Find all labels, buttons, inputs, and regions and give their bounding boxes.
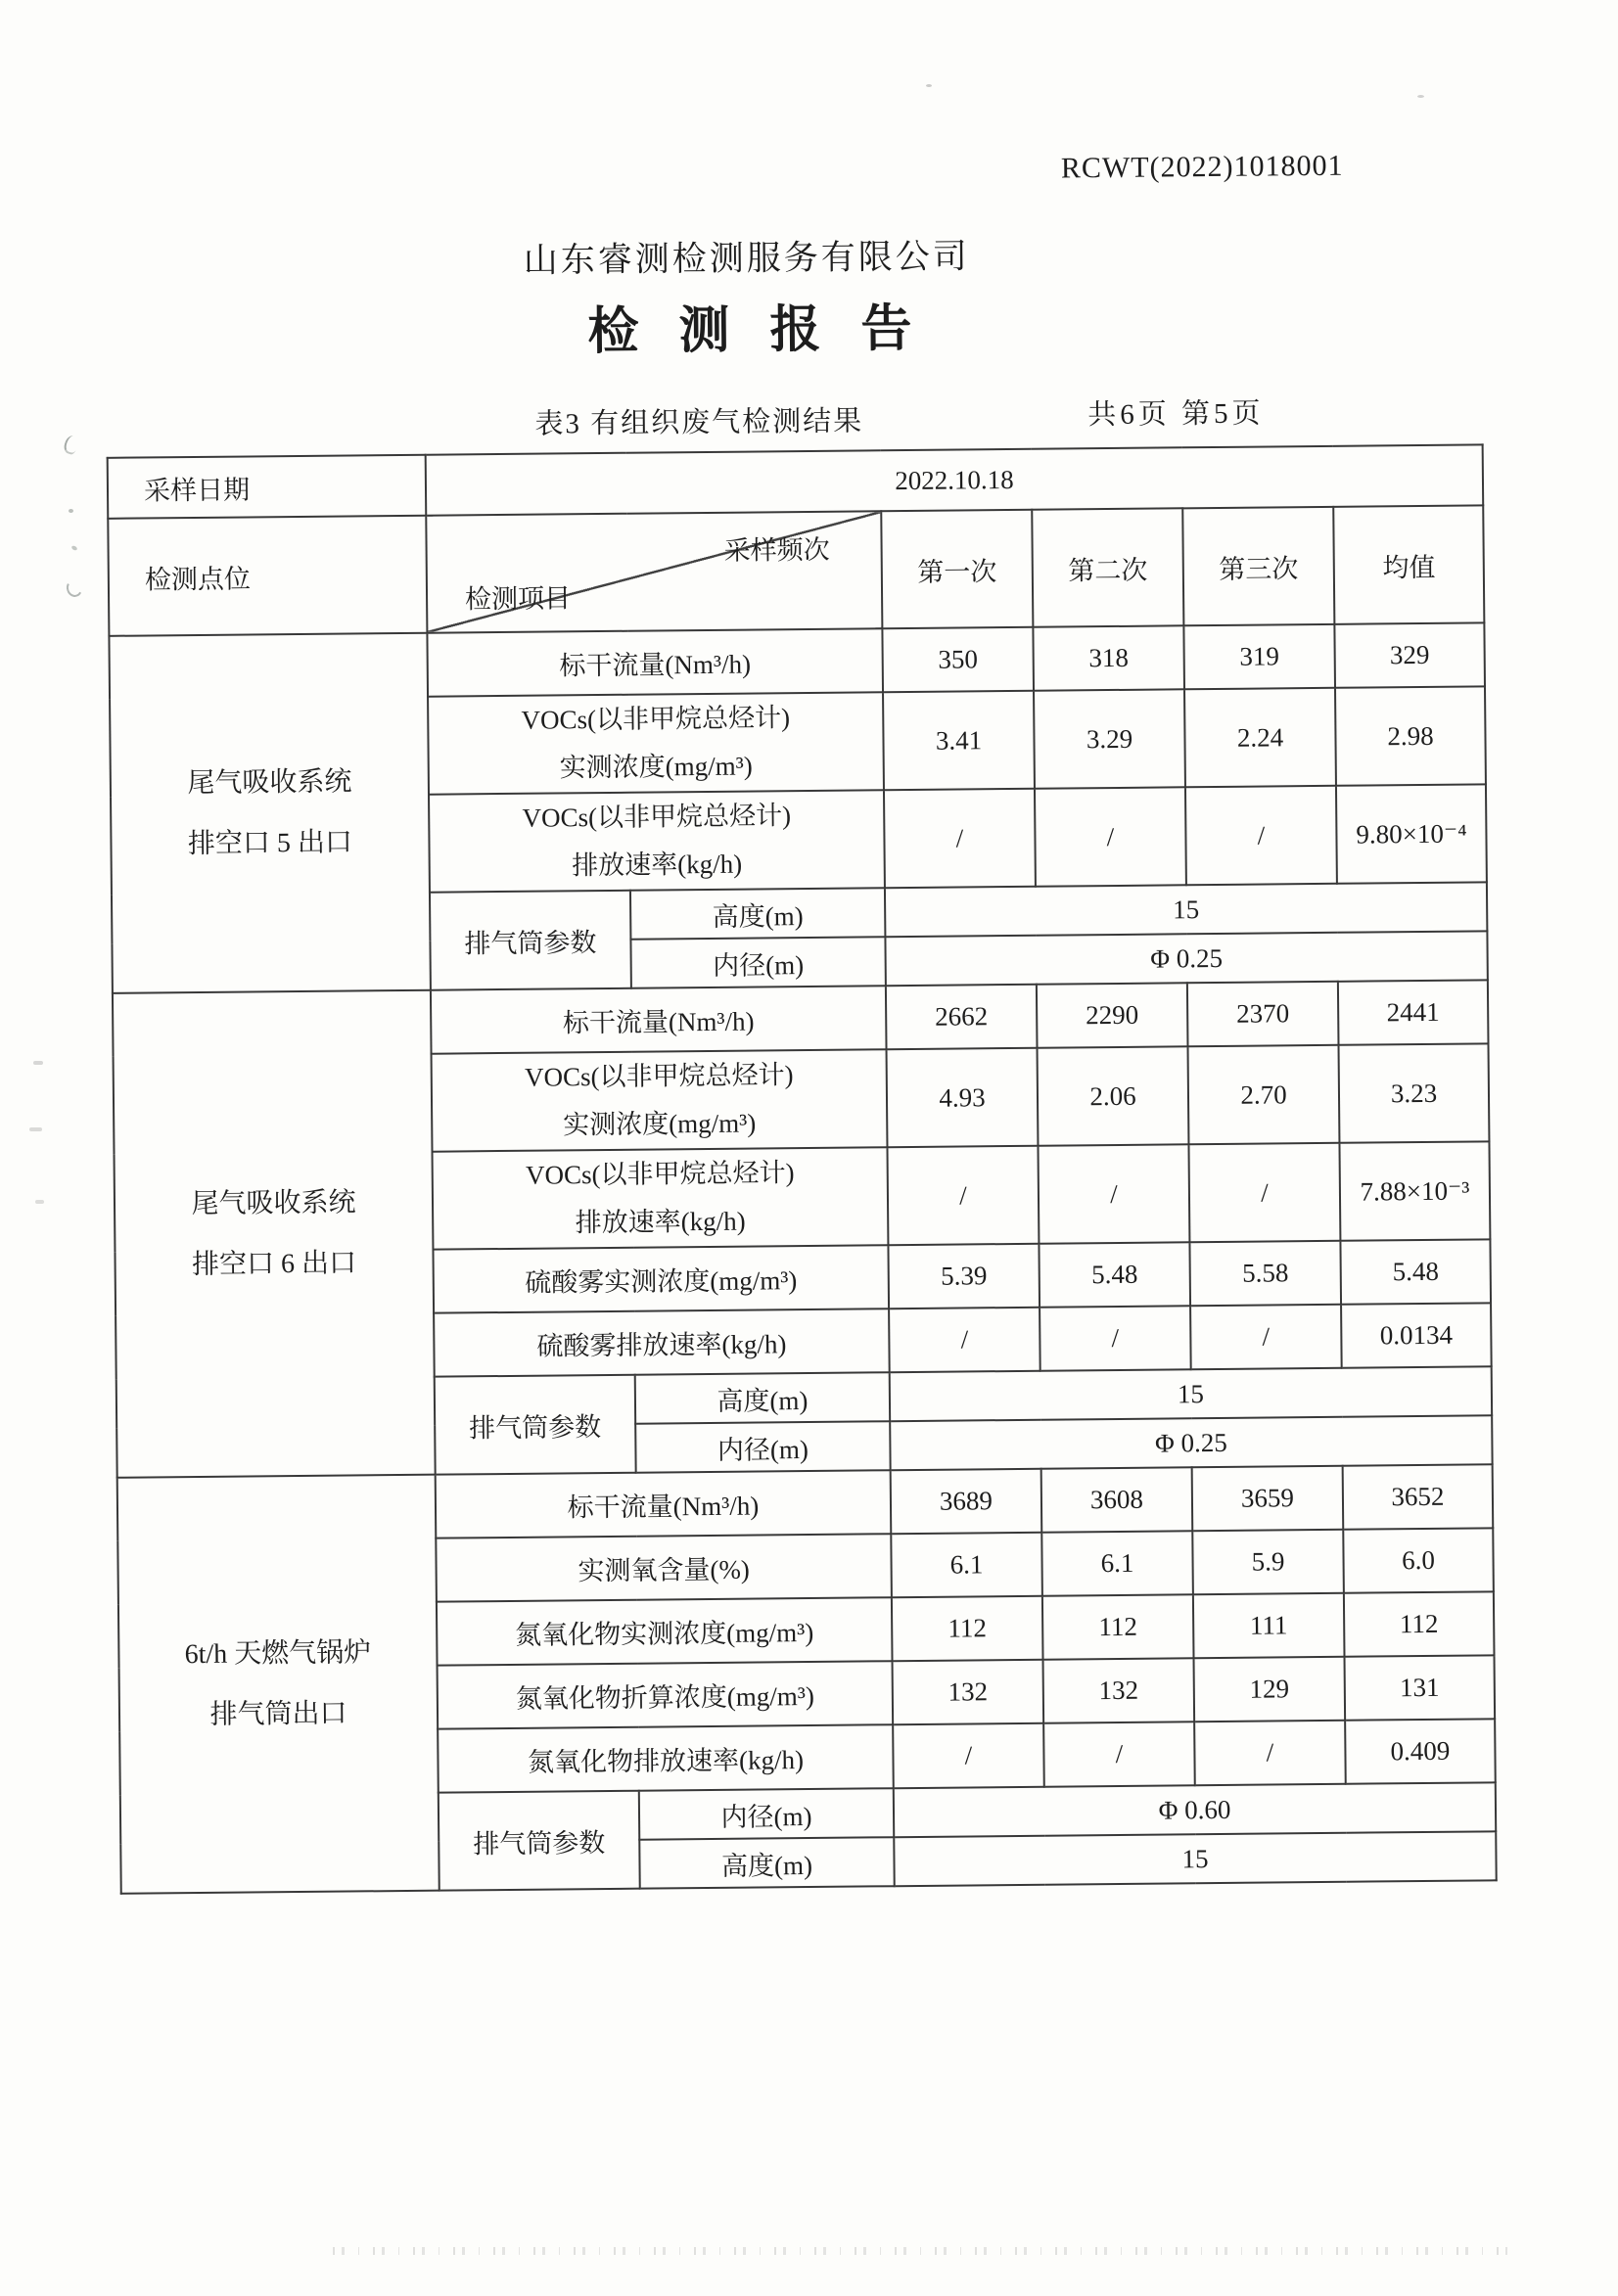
- value-cell: 7.88×10⁻³: [1339, 1141, 1490, 1240]
- value-cell: 2.24: [1184, 688, 1336, 787]
- value-cell: 6.1: [1041, 1531, 1193, 1595]
- value-cell: 132: [1043, 1658, 1195, 1722]
- value-cell: 3652: [1343, 1464, 1494, 1529]
- item-label-cell: 硫酸雾实测浓度(mg/m³): [433, 1245, 889, 1312]
- value-cell: /: [1194, 1721, 1346, 1785]
- value-cell: 2441: [1338, 980, 1489, 1044]
- value-cell: /: [1043, 1722, 1195, 1786]
- value-cell: 6.1: [891, 1533, 1042, 1597]
- value-cell: /: [884, 789, 1036, 888]
- param-value-cell: 15: [885, 882, 1488, 937]
- value-cell: 111: [1193, 1593, 1345, 1658]
- value-cell: /: [1038, 1144, 1189, 1243]
- value-cell: 318: [1033, 625, 1184, 690]
- param-value-cell: Φ 0.60: [894, 1782, 1497, 1837]
- value-cell: 132: [893, 1660, 1044, 1724]
- value-cell: 129: [1194, 1657, 1346, 1722]
- item-label-cell: 标干流量(Nm³/h): [427, 628, 883, 696]
- value-cell: 112: [1344, 1591, 1495, 1656]
- item-label-cell: 氮氧化物排放速率(kg/h): [438, 1724, 894, 1792]
- value-cell: 5.39: [888, 1244, 1040, 1309]
- param-value-cell: Φ 0.25: [890, 1415, 1493, 1470]
- value-cell: 6.0: [1343, 1528, 1494, 1592]
- value-cell: 112: [892, 1596, 1043, 1661]
- sampling-date-value-cell: 2022.10.18: [426, 444, 1484, 515]
- column-header-third: 第三次: [1182, 507, 1334, 625]
- value-cell: 131: [1345, 1655, 1496, 1720]
- table-caption: 表3 有组织废气检测结果: [534, 405, 864, 440]
- value-cell: /: [889, 1308, 1040, 1372]
- column-header-first: 第一次: [881, 510, 1033, 628]
- value-cell: 0.409: [1345, 1719, 1496, 1783]
- value-cell: /: [1040, 1306, 1191, 1370]
- param-value-cell: 15: [894, 1831, 1497, 1886]
- value-cell: 2.98: [1335, 686, 1486, 785]
- value-cell: 329: [1334, 622, 1485, 687]
- param-name-cell: 内径(m): [630, 937, 885, 987]
- item-label-cell: VOCs(以非甲烷总烃计) 实测浓度(mg/m³): [432, 1049, 888, 1151]
- value-cell: /: [893, 1723, 1044, 1788]
- point-label-cell: 检测点位: [108, 516, 427, 636]
- value-cell: 112: [1042, 1594, 1194, 1659]
- item-label-cell: VOCs(以非甲烷总烃计) 排放速率(kg/h): [429, 790, 885, 892]
- value-cell: 2290: [1037, 983, 1188, 1047]
- section-point-cell: 尾气吸收系统 排空口 6 出口: [113, 990, 436, 1478]
- section-point-cell: 尾气吸收系统 排空口 5 出口: [109, 633, 430, 993]
- sampling-date-label-cell: 采样日期: [108, 455, 427, 519]
- item-label-cell: 氮氧化物实测浓度(mg/m³): [437, 1597, 893, 1665]
- param-name-cell: 内径(m): [635, 1421, 890, 1472]
- value-cell: 319: [1183, 624, 1335, 689]
- value-cell: 350: [882, 627, 1034, 692]
- value-cell: /: [1190, 1305, 1342, 1369]
- report-title: 检 测 报 告: [587, 300, 926, 361]
- param-name-cell: 高度(m): [635, 1372, 890, 1423]
- param-name-cell: 高度(m): [639, 1837, 894, 1888]
- item-label-cell: VOCs(以非甲烷总烃计) 排放速率(kg/h): [433, 1147, 889, 1249]
- value-cell: 3.23: [1339, 1043, 1490, 1142]
- item-label-cell: 标干流量(Nm³/h): [436, 1470, 892, 1538]
- param-value-cell: 15: [890, 1366, 1493, 1421]
- stack-params-label-cell: 排气筒参数: [439, 1791, 640, 1891]
- value-cell: 3.29: [1034, 689, 1185, 788]
- value-cell: 5.48: [1340, 1239, 1491, 1304]
- column-header-average: 均值: [1333, 505, 1484, 623]
- company-name: 山东睿测检测服务有限公司: [523, 237, 970, 280]
- results-table: [107, 443, 1498, 1894]
- value-cell: /: [1185, 786, 1337, 885]
- value-cell: /: [887, 1146, 1039, 1245]
- value-cell: 2370: [1187, 982, 1339, 1046]
- value-cell: 2.70: [1188, 1045, 1340, 1144]
- item-label-cell: 硫酸雾排放速率(kg/h): [434, 1309, 890, 1376]
- item-label-cell: 实测氧含量(%): [436, 1534, 892, 1601]
- value-cell: /: [1035, 787, 1186, 886]
- param-name-cell: 高度(m): [630, 888, 885, 939]
- item-label: 检测项目: [464, 583, 572, 615]
- value-cell: 2662: [886, 985, 1038, 1049]
- value-cell: 5.58: [1189, 1241, 1341, 1306]
- page-indicator: 共6页 第5页: [1087, 397, 1265, 432]
- value-cell: 3608: [1041, 1467, 1193, 1532]
- value-cell: 3659: [1192, 1466, 1344, 1531]
- stack-params-label-cell: 排气筒参数: [430, 891, 631, 990]
- value-cell: 0.0134: [1341, 1303, 1492, 1367]
- value-cell: 3.41: [883, 691, 1035, 790]
- table-row: [108, 505, 1484, 635]
- item-label-cell: VOCs(以非甲烷总烃计) 实测浓度(mg/m³): [428, 692, 884, 794]
- section-point-cell: 6t/h 天燃气锅炉 排气筒出口: [117, 1475, 439, 1894]
- frequency-label: 采样频次: [723, 534, 830, 566]
- report-number: RCWT(2022)1018001: [1060, 149, 1344, 185]
- value-cell: 5.9: [1192, 1530, 1344, 1594]
- value-cell: 9.80×10⁻⁴: [1336, 784, 1487, 883]
- item-label-cell: 氮氧化物折算浓度(mg/m³): [438, 1661, 894, 1728]
- param-value-cell: Φ 0.25: [885, 931, 1488, 986]
- column-header-second: 第二次: [1032, 508, 1183, 626]
- value-cell: 2.06: [1038, 1046, 1189, 1145]
- value-cell: 3689: [891, 1469, 1042, 1534]
- stack-params-label-cell: 排气筒参数: [435, 1375, 636, 1475]
- value-cell: 5.48: [1039, 1242, 1190, 1307]
- item-label-cell: 标干流量(Nm³/h): [431, 986, 887, 1053]
- value-cell: 4.93: [887, 1048, 1039, 1147]
- diagonal-header-cell: [426, 511, 882, 632]
- param-name-cell: 内径(m): [639, 1788, 894, 1839]
- value-cell: /: [1188, 1143, 1340, 1242]
